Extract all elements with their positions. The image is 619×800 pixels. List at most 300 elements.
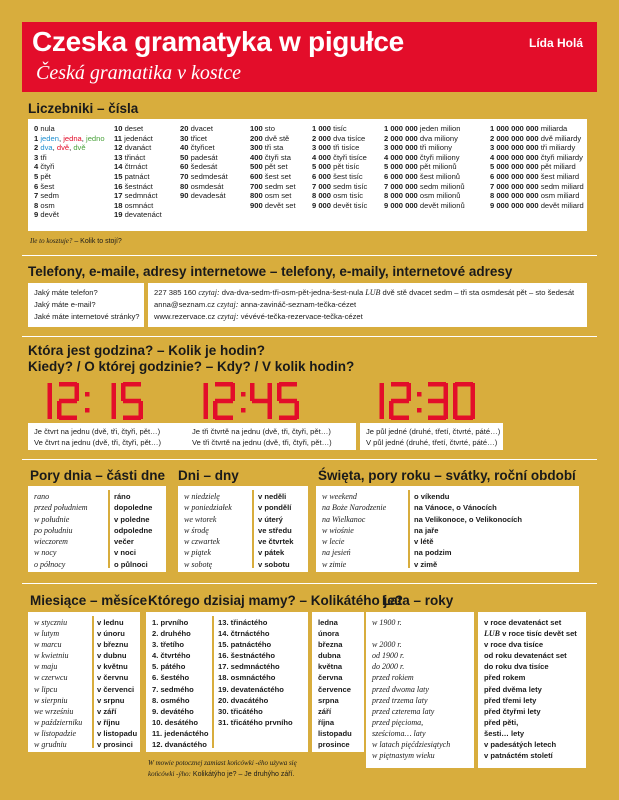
clock-digits — [362, 382, 482, 422]
number-row: 8 000 osm tisíc — [312, 191, 364, 201]
list-item: v létě — [414, 537, 434, 547]
list-item: o północy — [34, 559, 66, 569]
list-item: v roce devatenáct set — [484, 618, 562, 627]
time-title-1: Która jest godzina? – Kolik je hodin? — [28, 343, 266, 358]
list-item: v prosinci — [97, 740, 133, 750]
list-item: w środę — [184, 525, 209, 535]
list-item: před rokem — [484, 673, 526, 683]
numbers-table — [28, 119, 587, 231]
clock-segment — [112, 401, 117, 419]
list-item: v pátek — [258, 548, 285, 558]
list-item: 5. pátého — [152, 662, 186, 672]
list-item: v říjnu — [97, 717, 120, 727]
gendered-forms-one: jeden, jedna, jedno — [40, 133, 105, 143]
list-item: LUB v roce tisíc devět set — [484, 629, 577, 639]
list-item: 10. desátého — [152, 717, 199, 727]
list-item: w grudniu — [34, 740, 67, 750]
clock-segment — [391, 382, 409, 387]
list-item: 13. třináctého — [218, 618, 268, 627]
list-item: ve čtvrtek — [258, 537, 294, 547]
number-row: 16 šestnáct — [114, 181, 153, 191]
number-row: 1 000 000 jeden milion — [384, 124, 461, 133]
list-item: 31. třicátého prvního — [218, 717, 293, 727]
list-item: 15. patnáctého — [218, 640, 272, 650]
number-row: 50 padesát — [180, 152, 218, 162]
clock-segment — [279, 416, 297, 421]
number-row: 400 čtyři sta — [250, 152, 291, 162]
column-divider — [408, 490, 410, 568]
clock-colon — [241, 392, 246, 397]
number-row: 8 000 000 osm milionů — [384, 191, 461, 201]
dates-col1 — [152, 617, 209, 750]
clock-segment — [204, 383, 209, 401]
list-item: v září — [97, 706, 117, 716]
colloquial-note: W mowie potocznej zamiast końcówki -ého używa się końcówki -ýho: Kolikátýho je? – Je druhýho září. — [148, 759, 297, 778]
number-row: 4 000 000 000 čtyři miliardy — [490, 152, 583, 162]
list-item: 20. dvacátého — [218, 695, 269, 705]
list-item: 6. šestého — [152, 673, 190, 683]
list-item: o víkendu — [414, 492, 450, 501]
number-row: 9 000 000 devět milionů — [384, 200, 465, 210]
clock-segment — [455, 382, 473, 387]
clock-segment — [471, 383, 476, 401]
number-row: 4 000 čtyři tisíce — [312, 152, 367, 162]
number-row: 7 000 sedm tisíc — [312, 181, 368, 191]
column-divider — [108, 490, 110, 568]
clock-segment — [123, 382, 141, 387]
clock-segment — [428, 416, 446, 421]
number-row: 12 dvanáct — [114, 143, 152, 153]
numbers-col-units — [34, 124, 105, 220]
days-box — [178, 486, 308, 572]
number-row: 800 osm set — [250, 191, 292, 201]
section-divider — [22, 336, 597, 337]
list-item: na jesień — [322, 548, 351, 558]
list-item: 12. dvanáctého — [152, 740, 207, 750]
list-item: ve středu — [258, 525, 292, 535]
month-genitive-box — [312, 612, 364, 752]
holidays-pl — [322, 491, 386, 570]
list-item: przed południem — [34, 503, 88, 513]
clock-segment — [48, 383, 53, 401]
list-item: června — [318, 673, 343, 683]
column-divider — [252, 490, 254, 568]
clock-segment — [279, 382, 297, 387]
number-row: 4 čtyři — [34, 162, 55, 172]
list-item: v březnu — [97, 640, 129, 650]
list-item: przed czterema laty — [372, 706, 435, 716]
list-item: 14. čtrnáctého — [218, 629, 270, 639]
list-item: v roce dva tisíce — [484, 640, 544, 650]
days-cz — [258, 491, 293, 570]
list-item: v poledne — [114, 514, 150, 524]
number-row: 11 jedenáct — [114, 133, 153, 143]
number-row: 70 sedmdesát — [180, 171, 228, 181]
list-item: září — [318, 706, 332, 716]
page-title: Czeska gramatyka w pigułce — [32, 26, 404, 57]
list-item: před dvěma lety — [484, 684, 542, 694]
years-pl — [372, 617, 450, 761]
days-pl — [184, 491, 232, 570]
number-row: 600 šest set — [250, 171, 291, 181]
clock-segment — [48, 401, 53, 419]
clock2-caption-b: Ve tři čtvrtě na jednu (dvě, tři, čtyři, pět…) — [192, 438, 332, 447]
clock-segment — [59, 382, 77, 387]
number-row: 1 000 tisíc — [312, 124, 347, 133]
clock1-caption — [28, 423, 188, 450]
days-title: Dni – dny — [178, 468, 239, 483]
list-item: před třemi lety — [484, 695, 537, 705]
header-banner — [22, 22, 597, 92]
numbers-col-millions — [384, 124, 465, 210]
list-item: w sierpniu — [34, 695, 68, 705]
numbers-col-tens — [180, 124, 228, 201]
clock-segment — [444, 383, 449, 401]
phone-answers — [148, 283, 587, 327]
list-item: przed trzema laty — [372, 695, 428, 705]
clock1-caption-b: Ve čtvrt na jednu (dvě, tři, čtyři, pět…) — [34, 438, 162, 447]
number-row: 500 pět set — [250, 162, 288, 172]
number-row: 8 osm — [34, 200, 55, 210]
clock-segment — [428, 382, 446, 387]
clock-segment — [391, 399, 409, 404]
clock-colon — [241, 408, 246, 413]
list-item: w południe — [34, 514, 70, 524]
number-row: 100 sto — [250, 124, 275, 133]
dates-title: Którego dzisiaj mamy? – Kolikátého je? — [148, 593, 404, 608]
list-item: v zimě — [414, 559, 438, 569]
list-item: v lednu — [97, 618, 124, 627]
number-row: 9 000 000 000 devět miliard — [490, 200, 584, 210]
number-row: 6 000 000 šest milionů — [384, 171, 461, 181]
clock-colon — [85, 408, 90, 413]
months-pl — [34, 617, 82, 750]
list-item: w 1900 r. — [372, 618, 402, 627]
list-item: przed dwoma laty — [372, 684, 429, 694]
list-item — [372, 628, 450, 639]
column-divider — [92, 616, 94, 748]
list-item: wieczorem — [34, 537, 68, 547]
clock-segment — [279, 399, 297, 404]
list-item: v pondělí — [258, 503, 292, 513]
clock-segment — [215, 382, 233, 387]
list-item: przed rokiem — [372, 673, 414, 683]
list-item: v únoru — [97, 629, 125, 639]
list-item: w kwietniu — [34, 651, 69, 661]
list-item: v dubnu — [97, 651, 127, 661]
list-item: do roku dva tisíce — [484, 662, 549, 672]
list-item: w piątek — [184, 548, 211, 558]
number-row: 300 tři sta — [250, 143, 284, 153]
number-row: 3 000 000 000 tři miliardy — [490, 143, 576, 153]
list-item: w weekend — [322, 492, 357, 501]
years-cz — [484, 617, 577, 761]
author-name: Lída Holá — [528, 36, 583, 50]
list-item: w lipcu — [34, 684, 58, 694]
dates-box — [146, 612, 308, 752]
list-item: v srpnu — [97, 695, 125, 705]
number-row: 2 000 000 dva miliony — [384, 133, 458, 143]
number-row: 4 000 000 čtyři miliony — [384, 152, 460, 162]
clock-segment — [123, 416, 141, 421]
list-item: před pěti, — [484, 717, 519, 727]
section-divider — [22, 255, 597, 256]
list-item: 4. čtvrtého — [152, 651, 191, 661]
number-row: 15 patnáct — [114, 171, 150, 181]
dayparts-pl — [34, 491, 88, 570]
list-item: dubna — [318, 651, 341, 661]
clock-segment — [380, 383, 385, 401]
page-subtitle: Česká gramatika v kostce — [36, 62, 241, 84]
clock-colon — [417, 392, 422, 397]
numbers-note: Ile to kosztuje? – Kolik to stojí? — [30, 237, 122, 245]
clock-segment — [268, 383, 273, 401]
clock-segment — [277, 383, 282, 401]
number-row: 700 sedm set — [250, 181, 296, 191]
months-cz — [97, 617, 137, 750]
list-item: w latach pięćdziesiątych — [372, 740, 451, 750]
number-row: 17 sedmnáct — [114, 191, 158, 201]
clock-digits — [186, 382, 306, 422]
number-row: 0 nula — [34, 124, 55, 133]
list-item: w wiośnie — [322, 525, 354, 535]
phone-questions — [28, 283, 144, 327]
list-item: w 2000 r. — [372, 640, 402, 650]
number-row: 5 000 000 pět milionů — [384, 162, 457, 172]
months-title: Miesiące – měsíce — [30, 593, 148, 608]
number-row: 5 000 000 000 pět miliard — [490, 162, 576, 172]
number-row: 2 000 dva tisíce — [312, 133, 366, 143]
list-item: na Velikonoce, o Velikonocích — [414, 514, 523, 524]
number-row: 14 čtrnáct — [114, 162, 148, 172]
dates-col3 — [318, 617, 352, 750]
clock-segment — [231, 383, 236, 401]
clock2-caption-a: Je tři čtvrtě na jednu (dvě, tři, čtyři, pět…) — [192, 427, 331, 436]
clock-segment — [268, 401, 273, 419]
gendered-forms-two: dva, dvě, dvě — [40, 143, 86, 153]
list-item: šesti… lety — [484, 728, 525, 738]
list-item: przed pięcioma, — [372, 717, 424, 727]
clock-segment — [204, 401, 209, 419]
number-row: 6 000 000 000 šest miliard — [490, 171, 580, 181]
number-row: 7 sedm — [34, 191, 59, 201]
list-item: w nocy — [34, 548, 57, 558]
list-item: na Vánoce, o Vánocích — [414, 503, 497, 513]
list-item: 3. třetího — [152, 640, 185, 650]
list-item: 30. třicátého — [218, 706, 263, 716]
clock-segment — [75, 383, 80, 401]
number-row: 18 osmnáct — [114, 200, 154, 210]
list-item: v neděli — [258, 492, 287, 501]
years-pl-box — [366, 612, 474, 768]
list-item: v listopadu — [97, 728, 138, 738]
phone-title: Telefony, e-maile, adresy internetowe – telefony, e-maily, internetové adresy — [28, 264, 513, 279]
digital-clock-1230 — [362, 382, 482, 422]
list-item: od 1900 r. — [372, 651, 405, 661]
list-item: 2. druhého — [152, 629, 191, 639]
clock-segment — [59, 416, 77, 421]
clock-digits — [30, 382, 150, 422]
list-item: prosince — [318, 740, 350, 750]
clock-segment — [250, 383, 255, 401]
number-row: 60 šedesát — [180, 162, 218, 172]
number-row: 1 jeden, jedna, jedno — [34, 133, 105, 143]
number-row: 2 dva, dvě, dvě — [34, 143, 86, 153]
list-item: w zimie — [322, 559, 347, 569]
clock-segment — [112, 383, 117, 401]
numbers-title: Liczebniki – čísla — [28, 101, 139, 116]
numbers-col-hundreds — [250, 124, 296, 210]
list-item: sześcioma… laty — [372, 728, 426, 738]
list-item: v sobotu — [258, 559, 290, 569]
list-item: v úterý — [258, 514, 283, 524]
phone-answer: 227 385 160 czytaj: dva-dva-sedm-tři-osm-pět-jedna-šest-nula LUB dvě stě dvacet sedm – tři sta osmdesát pět – sto šedesát — [154, 288, 575, 297]
dayparts-cz — [114, 491, 152, 570]
list-item: od roku devatenáct set — [484, 651, 567, 661]
list-item: večer — [114, 537, 134, 547]
number-row: 80 osmdesát — [180, 181, 224, 191]
list-item: 1. prvního — [152, 618, 189, 627]
clock-segment — [453, 383, 458, 401]
list-item: října — [318, 717, 335, 727]
clock-segment — [252, 399, 270, 404]
list-item: o půlnoci — [114, 559, 148, 569]
number-row: 200 dvě stě — [250, 133, 290, 143]
list-item: 8. osmého — [152, 695, 190, 705]
web-answer: www.rezervace.cz czytaj: vévévé-tečka-rezervace-tečka-cézet — [154, 312, 363, 321]
list-item: v patnáctém století — [484, 751, 553, 761]
list-item: března — [318, 640, 343, 650]
clock-colon — [85, 392, 90, 397]
number-row: 1 000 000 000 miliarda — [490, 124, 568, 133]
number-row: 30 třicet — [180, 133, 208, 143]
list-item: w czerwcu — [34, 673, 68, 683]
holidays-title: Święta, pory roku – svátky, roční období — [318, 468, 576, 483]
list-item: po południu — [34, 525, 73, 535]
number-row: 5 pět — [34, 171, 51, 181]
list-item: w listopadzie — [34, 728, 77, 738]
phone-question: Jaký máte telefon? — [34, 288, 98, 297]
number-row: 3 000 tři tisíce — [312, 143, 360, 153]
list-item: 18. osmnáctého — [218, 673, 276, 683]
dates-col2 — [218, 617, 293, 728]
clock-segment — [455, 416, 473, 421]
list-item: února — [318, 629, 340, 639]
list-item: v květnu — [97, 662, 128, 672]
numbers-col-thousands — [312, 124, 367, 210]
digital-clock-1215 — [30, 382, 150, 422]
number-row: 13 třináct — [114, 152, 146, 162]
list-item: 17. sedmnáctého — [218, 662, 280, 672]
list-item: rano — [34, 492, 50, 501]
number-row: 8 000 000 000 osm miliard — [490, 191, 580, 201]
list-item: w styczniu — [34, 618, 68, 627]
list-item: 19. devatenáctého — [218, 684, 284, 694]
time-title-2: Kiedy? / O której godzinie? – Kdy? / V kolik hodin? — [28, 359, 355, 374]
number-row: 40 čtyřicet — [180, 143, 215, 153]
or-marker: LUB — [484, 629, 500, 639]
list-item: 7. sedmého — [152, 684, 194, 694]
email-answer: anna@seznam.cz czytaj: anna-zavináč-seznam-tečka-cézet — [154, 300, 357, 309]
list-item: w piętnastym wieku — [372, 751, 435, 761]
list-item: odpoledne — [114, 525, 153, 535]
clock2-caption — [186, 423, 356, 450]
number-row: 7 000 000 sedm milionů — [384, 181, 465, 191]
clock-segment — [380, 401, 385, 419]
list-item: w lecie — [322, 537, 345, 547]
digital-clock-1245 — [186, 382, 306, 422]
list-item: 9. devátého — [152, 706, 194, 716]
number-row: 9 devět — [34, 210, 59, 220]
number-row: 6 šest — [34, 181, 55, 191]
holidays-box — [316, 486, 579, 572]
list-item: na Boże Narodzenie — [322, 503, 387, 513]
list-item: července — [318, 684, 351, 694]
list-item: dopoledne — [114, 503, 153, 513]
number-row: 9 000 devět tisíc — [312, 200, 368, 210]
clock-segment — [407, 383, 412, 401]
numbers-col-teens — [114, 124, 162, 220]
list-item: 11. jedenáctého — [152, 728, 209, 738]
number-row: 20 dvacet — [180, 124, 213, 133]
list-item: v padesátých letech — [484, 740, 557, 750]
number-row: 19 devatenáct — [114, 210, 162, 220]
list-item: w maju — [34, 662, 58, 672]
clock3-caption-b: V půl jedné (druhé, třetí, čtvrté, páté…) — [366, 438, 498, 447]
number-row: 2 000 000 000 dvě miliardy — [490, 133, 582, 143]
list-item: na jaře — [414, 525, 439, 535]
clock-segment — [121, 383, 126, 401]
number-row: 6 000 šest tisíc — [312, 171, 363, 181]
list-item: ráno — [114, 492, 131, 501]
list-item: 16. šestnáctého — [218, 651, 275, 661]
clock-segment — [215, 399, 233, 404]
list-item: listopadu — [318, 728, 352, 738]
section-divider — [22, 583, 597, 584]
dayparts-box — [28, 486, 166, 572]
clock-segment — [59, 399, 77, 404]
number-row: 900 devět set — [250, 200, 296, 210]
clock-segment — [428, 399, 446, 404]
list-item: w lutym — [34, 629, 60, 639]
number-row: 7 000 000 000 sedm miliard — [490, 181, 584, 191]
number-row: 3 000 000 tři miliony — [384, 143, 452, 153]
list-item: w niedzielę — [184, 492, 220, 501]
column-divider — [212, 616, 214, 748]
clock-segment — [123, 399, 141, 404]
dayparts-title: Pory dnia – části dne — [30, 468, 166, 483]
list-item: v noci — [114, 548, 136, 558]
clock1-caption-a: Je čtvrt na jednu (dvě, tři, čtyři, pět…) — [34, 427, 161, 436]
list-item: před čtyřmi lety — [484, 706, 541, 716]
number-row: 10 deset — [114, 124, 144, 133]
list-item: na podzim — [414, 548, 452, 558]
clock-segment — [391, 416, 409, 421]
numbers-col-billions — [490, 124, 584, 210]
list-item: we wtorek — [184, 514, 217, 524]
web-question: Jaké máte internetové stránky? — [34, 312, 140, 321]
number-row: 3 tři — [34, 152, 47, 162]
list-item: we wrześniu — [34, 706, 74, 716]
section-divider — [22, 459, 597, 460]
list-item: w sobotę — [184, 559, 213, 569]
clock-segment — [215, 416, 233, 421]
list-item: v červenci — [97, 684, 135, 694]
list-item: na Wielkanoc — [322, 514, 366, 524]
email-question: Jaký máte e-mail? — [34, 300, 96, 309]
number-row: 5 000 pět tisíc — [312, 162, 360, 172]
list-item: v červnu — [97, 673, 129, 683]
